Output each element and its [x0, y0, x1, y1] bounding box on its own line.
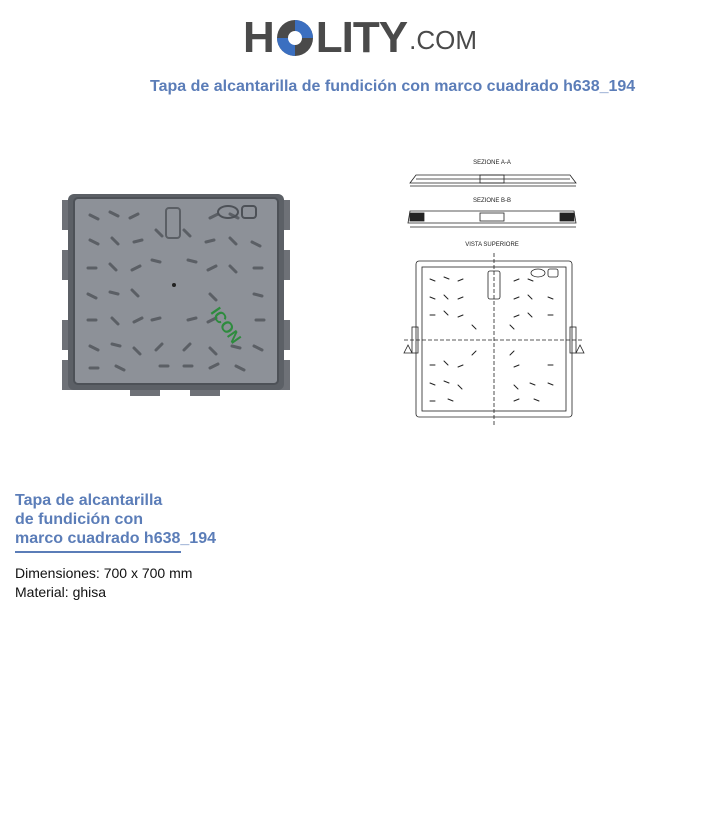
product-photo: [60, 190, 292, 400]
logo-text-left: H: [243, 13, 274, 62]
logo-suffix: .COM: [409, 25, 477, 55]
technical-drawing: [400, 155, 585, 430]
product-title-line-2: de fundición con: [15, 511, 143, 528]
spec-material: Material: ghisa: [15, 584, 107, 600]
logo-text-right: LITY: [315, 13, 408, 62]
section-b-label: SEZIONE B-B: [472, 198, 512, 204]
product-title-line-3: marco cuadrado h638_194: [15, 530, 216, 547]
brand-text: ICON: [206, 304, 244, 348]
top-view-label: VISTA SUPERIORE: [465, 242, 519, 248]
logo-o-icon: [275, 18, 315, 58]
section-a-label: SEZIONE A-A: [473, 160, 511, 166]
page-title: Tapa de alcantarilla de fundición con marco cuadrado h638_194: [150, 78, 636, 95]
title-underline: [15, 551, 181, 553]
site-logo[interactable]: [243, 12, 477, 64]
product-title: [15, 491, 275, 548]
spec-dimensions: Dimensiones: 700 x 700 mm: [15, 565, 193, 581]
product-specs: [15, 564, 192, 602]
product-title-line-1: Tapa de alcantarilla: [15, 492, 163, 509]
